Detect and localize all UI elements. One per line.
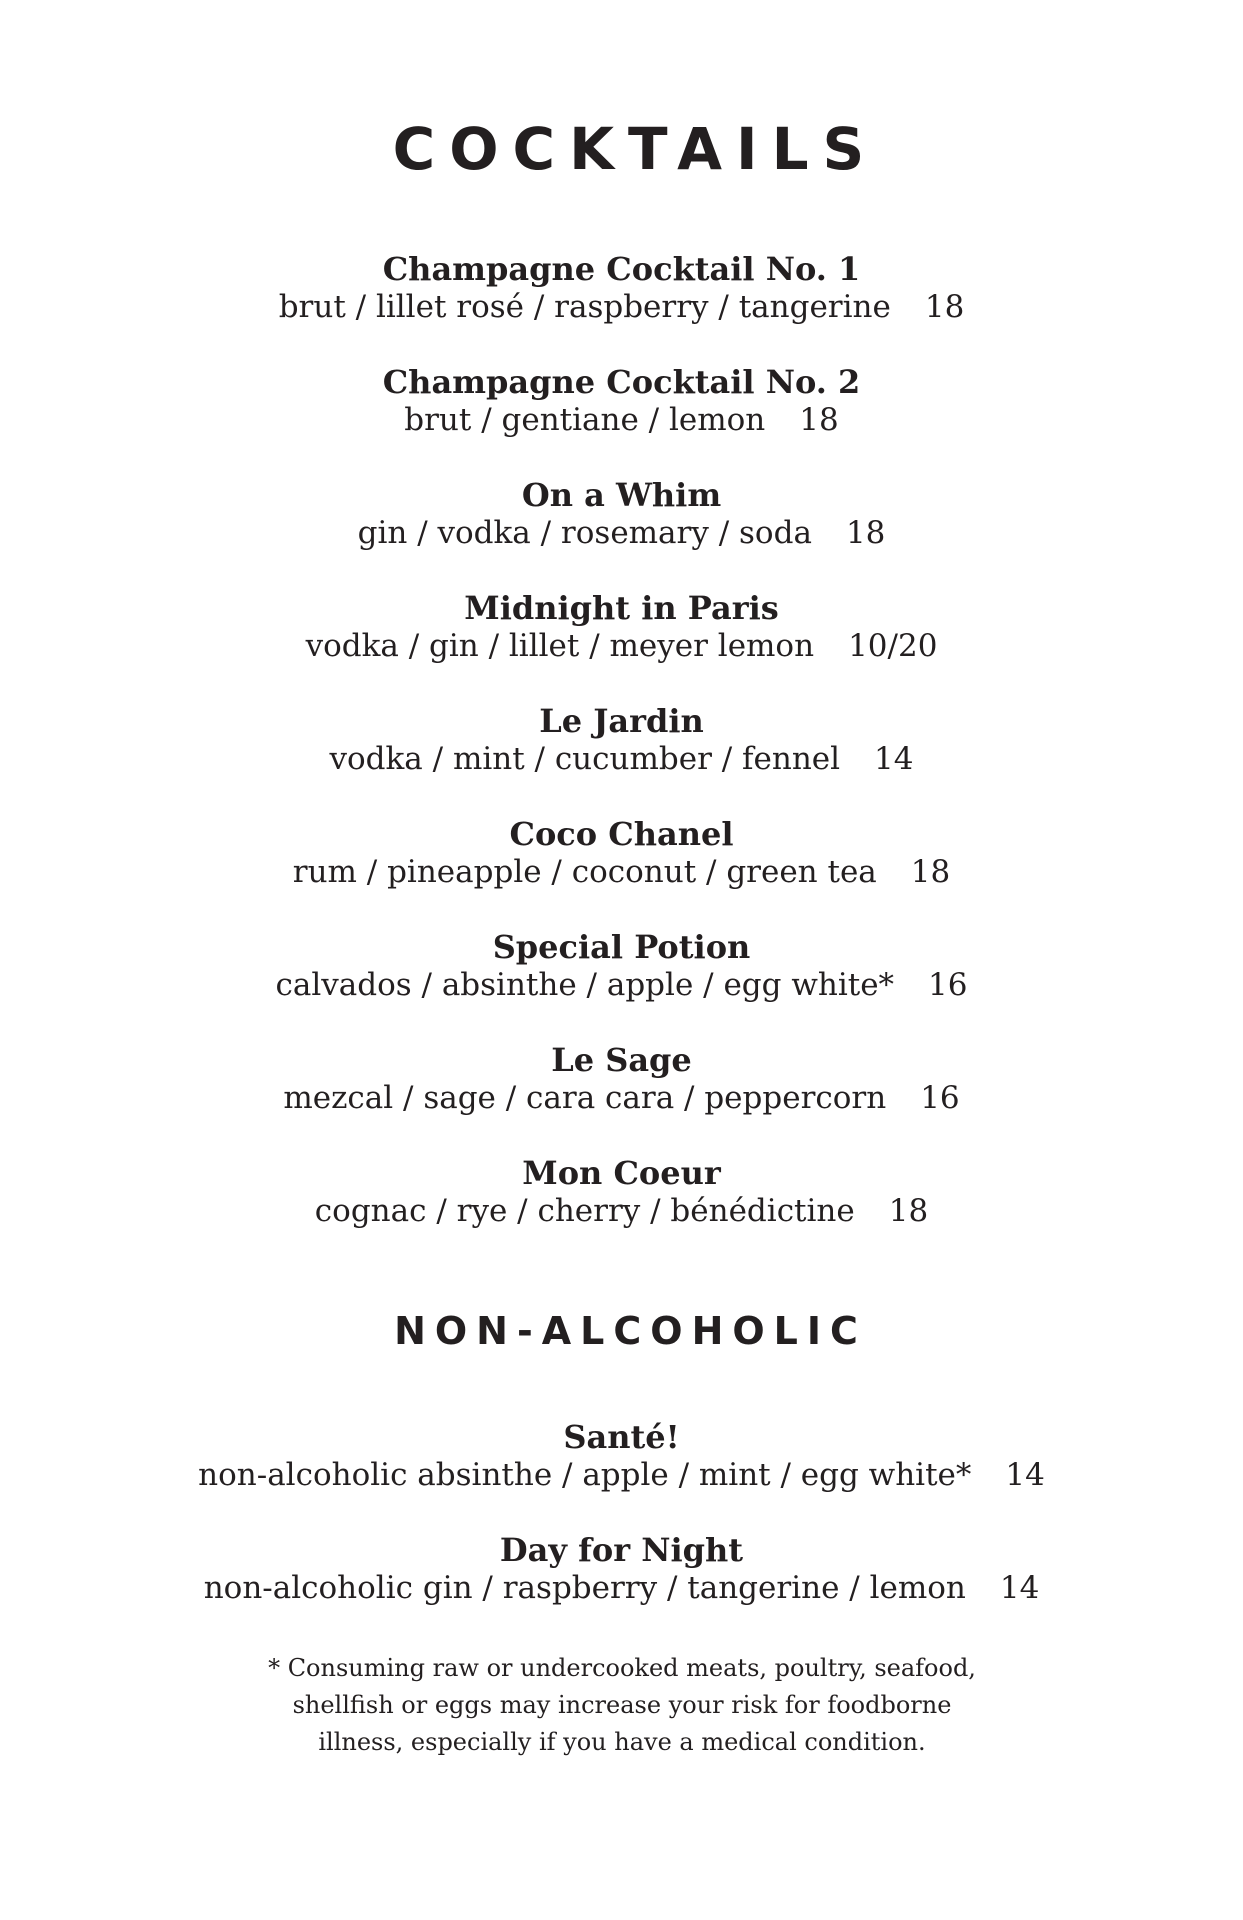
item-price: 14 [874, 741, 914, 777]
item-ingredients: mezcal / sage / cara cara / peppercorn [283, 1080, 887, 1116]
menu-item [0, 928, 1243, 1041]
item-details [0, 1079, 1243, 1117]
item-price: 18 [910, 854, 951, 890]
menu-item [0, 589, 1243, 702]
item-price: 16 [920, 1080, 960, 1116]
section-title-non-alcoholic: NON-ALCOHOLIC [394, 1309, 867, 1353]
item-details [0, 288, 1243, 326]
item-price: 14 [1005, 1457, 1045, 1493]
menu-item [0, 702, 1243, 815]
item-name: Day for Night [499, 1531, 744, 1569]
item-name: Mon Coeur [522, 1154, 721, 1192]
item-name: Santé! [563, 1418, 680, 1456]
menu-item [0, 1418, 1243, 1531]
item-ingredients: vodka / mint / cucumber / fennel [329, 741, 841, 777]
item-details [0, 627, 1243, 665]
item-details [0, 740, 1243, 778]
item-price: 14 [999, 1570, 1040, 1606]
menu-item [0, 815, 1243, 928]
item-details [0, 401, 1243, 439]
item-ingredients: brut / lillet rosé / raspberry / tangerine [278, 289, 891, 325]
menu-item [0, 1531, 1243, 1644]
menu-item [0, 363, 1243, 476]
item-ingredients: cognac / rye / cherry / bénédictine [314, 1193, 855, 1229]
item-ingredients: rum / pineapple / coconut / green tea [292, 854, 877, 890]
item-price: 10/20 [848, 628, 938, 664]
item-name: Special Potion [492, 928, 751, 966]
item-details [0, 514, 1243, 552]
item-name: Midnight in Paris [464, 589, 779, 627]
item-ingredients: gin / vodka / rosemary / soda [357, 515, 812, 551]
menu-item [0, 476, 1243, 589]
item-name: Champagne Cocktail No. 2 [382, 363, 861, 401]
item-ingredients: vodka / gin / lillet / meyer lemon [305, 628, 815, 664]
item-details [0, 853, 1243, 891]
allergen-disclaimer: * Consuming raw or undercooked meats, poultry, seafood, shellfish or eggs may increase your risk for foodborne illness, especially if you have a medical condition. [268, 1654, 976, 1756]
item-price: 18 [888, 1193, 929, 1229]
item-details [0, 1569, 1243, 1607]
menu-item [0, 1041, 1243, 1154]
item-name: Champagne Cocktail No. 1 [382, 250, 861, 288]
item-name: Le Jardin [539, 702, 704, 740]
item-name: Coco Chanel [509, 815, 734, 853]
non-alcoholic-list [0, 1418, 1243, 1644]
item-ingredients: calvados / absinthe / apple / egg white* [275, 967, 895, 1003]
item-details [0, 966, 1243, 1004]
item-price: 18 [799, 402, 839, 438]
item-details [0, 1192, 1243, 1230]
item-name: On a Whim [521, 476, 722, 514]
item-ingredients: non-alcoholic gin / raspberry / tangerine / lemon [203, 1570, 966, 1606]
item-price: 16 [928, 967, 968, 1003]
section-title-cocktails: COCKTAILS [392, 115, 879, 183]
item-ingredients: non-alcoholic absinthe / apple / mint / egg white* [198, 1457, 972, 1493]
menu-item [0, 250, 1243, 363]
cocktails-list [0, 250, 1243, 1267]
item-price: 18 [924, 289, 965, 325]
item-name: Le Sage [551, 1041, 692, 1079]
item-details [0, 1456, 1243, 1494]
item-ingredients: brut / gentiane / lemon [404, 402, 766, 438]
menu-item [0, 1154, 1243, 1267]
item-price: 18 [845, 515, 886, 551]
